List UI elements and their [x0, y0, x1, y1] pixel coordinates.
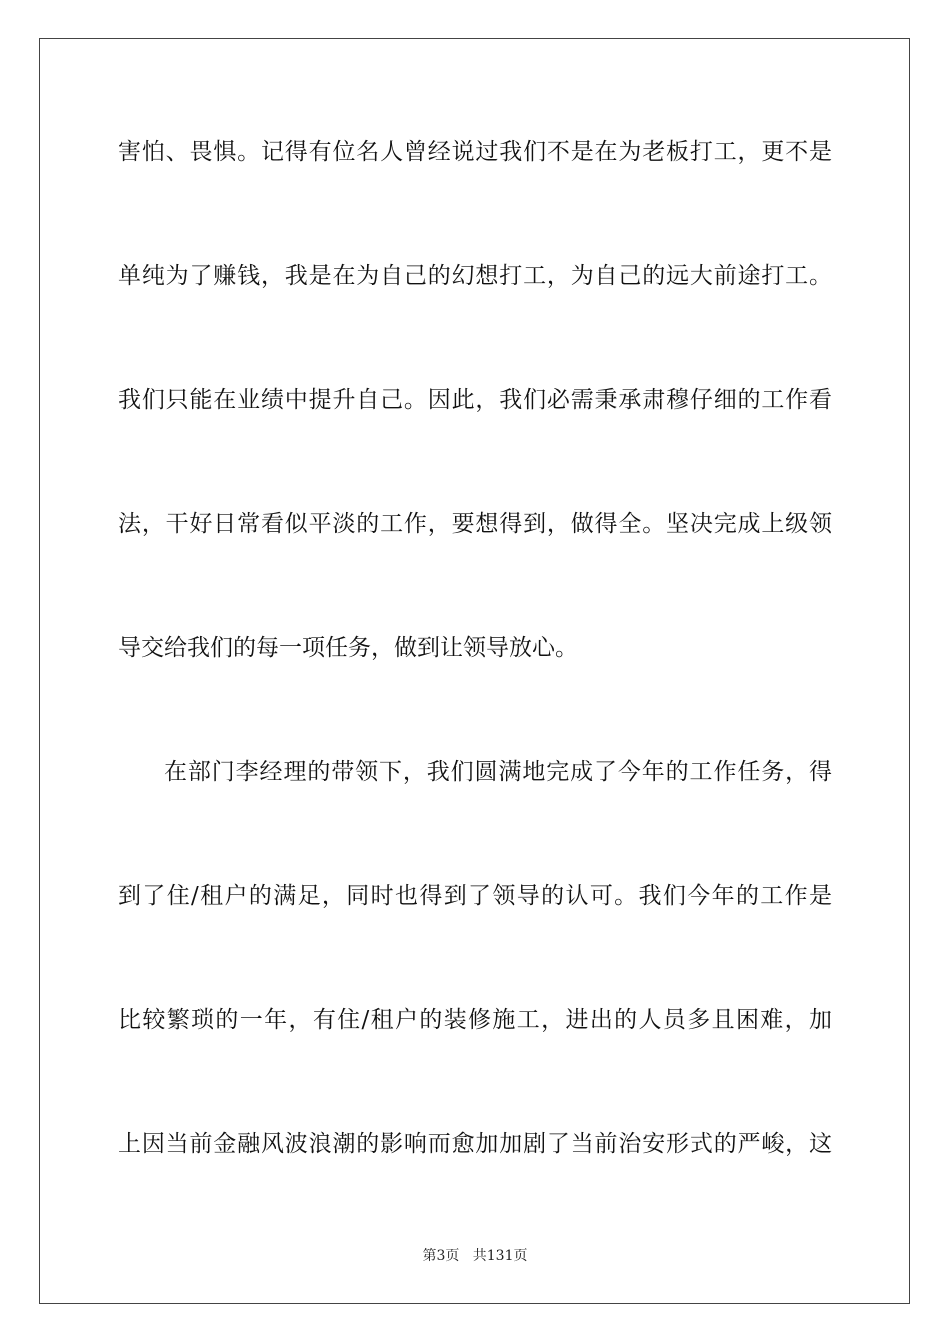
body-line-6: 在部门李经理的带领下，我们圆满地完成了今年的工作任务，得	[164, 759, 832, 785]
total-pages: 共131页	[472, 1248, 528, 1264]
body-line-7: 到了住/租户的满足，同时也得到了领导的认可。我们今年的工作是	[118, 883, 832, 909]
page-number: 第3页	[422, 1248, 460, 1264]
body-line-3: 我们只能在业绩中提升自己。因此，我们必需秉承肃穆仔细的工作看	[118, 387, 832, 413]
body-line-1: 害怕、畏惧。记得有位名人曾经说过我们不是在为老板打工，更不是	[118, 139, 832, 165]
page-border	[39, 38, 910, 1304]
body-line-4: 法，干好日常看似平淡的工作，要想得到，做得全。坚决完成上级领	[118, 511, 832, 537]
body-line-2: 单纯为了赚钱，我是在为自己的幻想打工，为自己的远大前途打工。	[118, 263, 832, 289]
page-footer	[0, 1247, 950, 1265]
body-line-8: 比较繁琐的一年，有住/租户的装修施工，进出的人员多且困难，加	[118, 1007, 832, 1033]
body-line-5: 导交给我们的每一项任务，做到让领导放心。	[118, 635, 578, 661]
body-line-9: 上因当前金融风波浪潮的影响而愈加加剧了当前治安形式的严峻，这	[118, 1131, 832, 1157]
